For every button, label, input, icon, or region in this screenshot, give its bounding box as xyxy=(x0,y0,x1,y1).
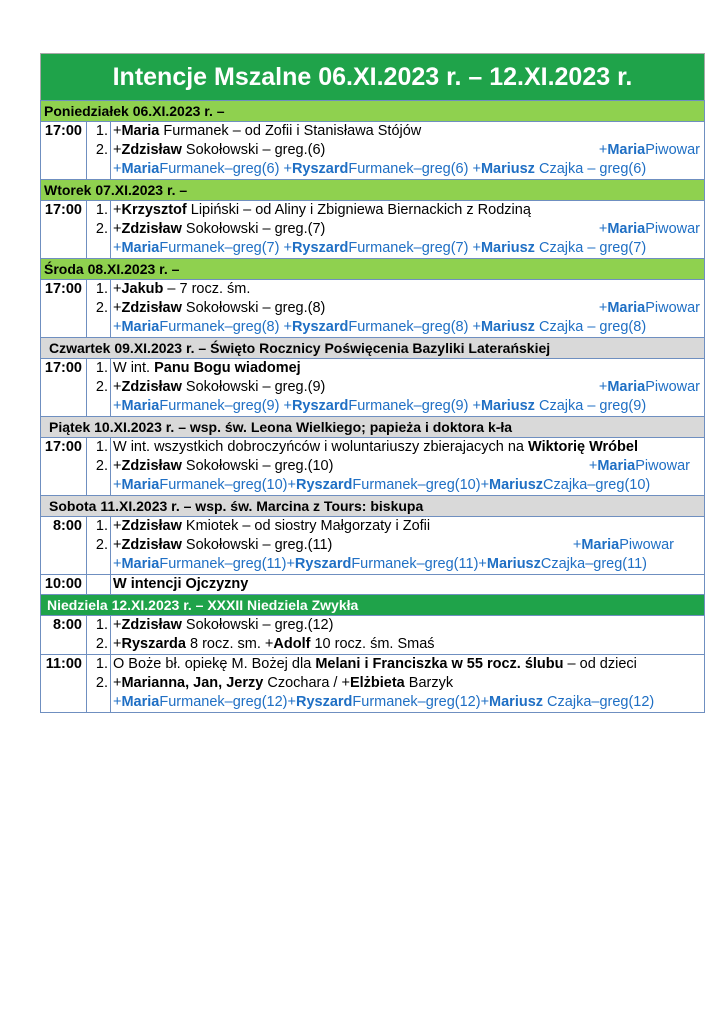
intention-text: W int. wszystkich dobroczyńców i woluntariuszy zbierajacych na Wiktorię Wróbel +Zdzisław Sokołowski – greg.(10) +MariaPiwowar +MariaFurmanek–greg(10)+RyszardFurmanek–greg(10)+MariuszCzajka–greg(10) xyxy=(111,438,705,496)
mass-row xyxy=(41,359,705,417)
intention-text: O Boże bł. opiekę M. Bożej dla Melani i Franciszka w 55 rocz. ślubu – od dzieci +Marianna, Jan, Jerzy Czochara / +Elżbieta Barzyk +MariaFurmanek–greg(12)+RyszardFurmanek–greg(12)+Mariusz Czajka–greg(12) xyxy=(111,655,705,713)
day-header-thursday: Czwartek 09.XI.2023 r. – Święto Rocznicy Poświęcenia Bazyliki Laterańskiej xyxy=(41,338,705,359)
mass-row xyxy=(41,122,705,180)
day-header-sunday: Niedziela 12.XI.2023 r. – XXXII Niedziela Zwykła xyxy=(41,595,705,616)
intention-numbers: 1. 2. xyxy=(87,438,111,496)
mass-time: 11:00 xyxy=(41,655,87,713)
intention-numbers: 1. 2. xyxy=(87,122,111,180)
mass-row xyxy=(41,655,705,713)
mass-time: 10:00 xyxy=(41,575,87,595)
intentions-table xyxy=(40,100,705,713)
mass-intentions-sheet xyxy=(40,53,705,713)
mass-time: 17:00 xyxy=(41,280,87,338)
intention-text: +Jakub – 7 rocz. śm. +Zdzisław Sokołowski – greg.(8) +MariaPiwowar +MariaFurmanek–greg(8) +RyszardFurmanek–greg(8) +Mariusz Czajka – greg(8) xyxy=(111,280,705,338)
day-header-wednesday: Środa 08.XI.2023 r. – xyxy=(41,259,705,280)
mass-time: 8:00 xyxy=(41,616,87,655)
page-title: Intencje Mszalne 06.XI.2023 r. – 12.XI.2023 r. xyxy=(40,53,705,100)
day-header-saturday: Sobota 11.XI.2023 r. – wsp. św. Marcina z Tours: biskupa xyxy=(41,496,705,517)
mass-time: 17:00 xyxy=(41,201,87,259)
intention-numbers: 1. 2. xyxy=(87,201,111,259)
mass-time: 17:00 xyxy=(41,438,87,496)
mass-time: 8:00 xyxy=(41,517,87,575)
intention-text: W int. Panu Bogu wiadomej +Zdzisław Sokołowski – greg.(9) +MariaPiwowar +MariaFurmanek–greg(9) +RyszardFurmanek–greg(9) +Mariusz Czajka – greg(9) xyxy=(111,359,705,417)
intention-text: +Zdzisław Kmiotek – od siostry Małgorzaty i Zofii +Zdzisław Sokołowski – greg.(11) +MariaPiwowar +MariaFurmanek–greg(11)+RyszardFurmanek–greg(11)+MariuszCzajka–greg(11) xyxy=(111,517,705,575)
day-header-monday: Poniedziałek 06.XI.2023 r. – xyxy=(41,101,705,122)
day-header-tuesday: Wtorek 07.XI.2023 r. – xyxy=(41,180,705,201)
intention-text: +Maria Furmanek – od Zofii i Stanisława Stójów +Zdzisław Sokołowski – greg.(6) +MariaPiwowar +MariaFurmanek–greg(6) +RyszardFurmanek–greg(6) +Mariusz Czajka – greg(6) xyxy=(111,122,705,180)
intention-numbers: 1. 2. xyxy=(87,616,111,655)
intention-text: W intencji Ojczyzny xyxy=(111,575,705,595)
day-header-friday: Piątek 10.XI.2023 r. – wsp. św. Leona Wielkiego; papieża i doktora k-ła xyxy=(41,417,705,438)
mass-row xyxy=(41,575,705,595)
intention-numbers: 1. 2. xyxy=(87,280,111,338)
mass-row xyxy=(41,616,705,655)
mass-time: 17:00 xyxy=(41,122,87,180)
mass-time: 17:00 xyxy=(41,359,87,417)
mass-row xyxy=(41,201,705,259)
mass-row xyxy=(41,438,705,496)
intention-text: +Zdzisław Sokołowski – greg.(12) +Ryszarda 8 rocz. sm. +Adolf 10 rocz. śm. Smaś xyxy=(111,616,705,655)
intention-text: +Krzysztof Lipiński – od Aliny i Zbigniewa Biernackich z Rodziną +Zdzisław Sokołowski – greg.(7) +MariaPiwowar +MariaFurmanek–greg(7) +RyszardFurmanek–greg(7) +Mariusz Czajka – greg(7) xyxy=(111,201,705,259)
intention-numbers: 1. 2. xyxy=(87,359,111,417)
intention-numbers: 1. 2. xyxy=(87,517,111,575)
mass-row xyxy=(41,280,705,338)
intention-numbers: 1. 2. xyxy=(87,655,111,713)
mass-row xyxy=(41,517,705,575)
